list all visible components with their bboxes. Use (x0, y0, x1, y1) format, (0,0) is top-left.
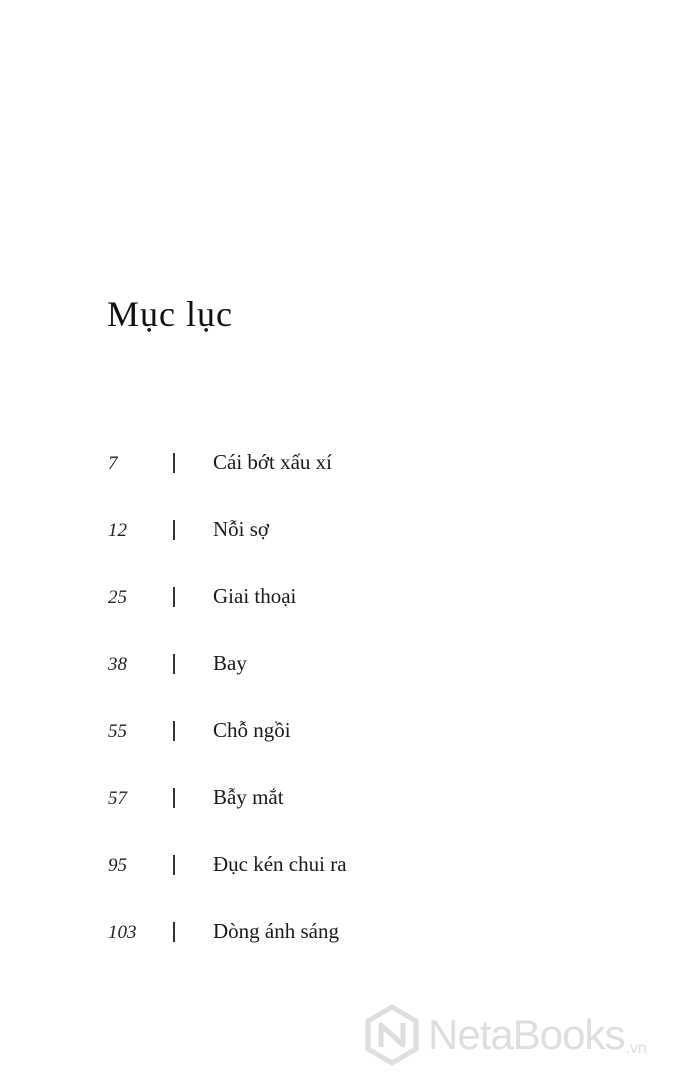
toc-chapter-title: Bay (213, 651, 247, 675)
toc-separator (173, 788, 175, 808)
toc-chapter-title: Đục kén chui ra (213, 852, 347, 876)
toc-entry (0, 714, 700, 781)
watermark-suffix: .vn (625, 1040, 647, 1057)
toc-separator (173, 855, 175, 875)
toc-separator (173, 654, 175, 674)
page-title: Mục lục (107, 294, 233, 334)
toc-entry (0, 781, 700, 848)
toc-entry (0, 848, 700, 915)
netabooks-logo-icon (364, 1004, 420, 1066)
toc-entry (0, 915, 700, 982)
toc-separator (173, 922, 175, 942)
toc-chapter-title: Chỗ ngồi (213, 718, 291, 742)
toc-chapter-title: Dòng ánh sáng (213, 919, 339, 943)
toc-entry (0, 446, 700, 513)
toc-page-number: 95 (108, 855, 127, 876)
toc-chapter-title: Cái bớt xấu xí (213, 450, 333, 474)
toc-entry (0, 647, 700, 714)
toc-entry (0, 580, 700, 647)
netabooks-watermark (364, 1004, 647, 1066)
toc-page-number: 103 (108, 922, 137, 943)
toc-page-number: 55 (108, 721, 127, 742)
toc-chapter-title: Giai thoại (213, 584, 297, 608)
toc-page-number: 25 (108, 587, 127, 608)
toc-separator (173, 721, 175, 741)
toc-page-number: 57 (108, 788, 127, 809)
toc-separator (173, 453, 175, 473)
toc-separator (173, 520, 175, 540)
watermark-brand: NetaBooks (428, 1011, 625, 1058)
toc-page-number: 7 (108, 453, 118, 474)
toc-entry (0, 513, 700, 580)
toc-page-number: 38 (108, 654, 127, 675)
toc-page-number: 12 (108, 520, 127, 541)
toc-separator (173, 587, 175, 607)
table-of-contents (0, 446, 700, 982)
toc-chapter-title: Bẫy mắt (213, 785, 284, 809)
toc-chapter-title: Nỗi sợ (213, 517, 270, 541)
